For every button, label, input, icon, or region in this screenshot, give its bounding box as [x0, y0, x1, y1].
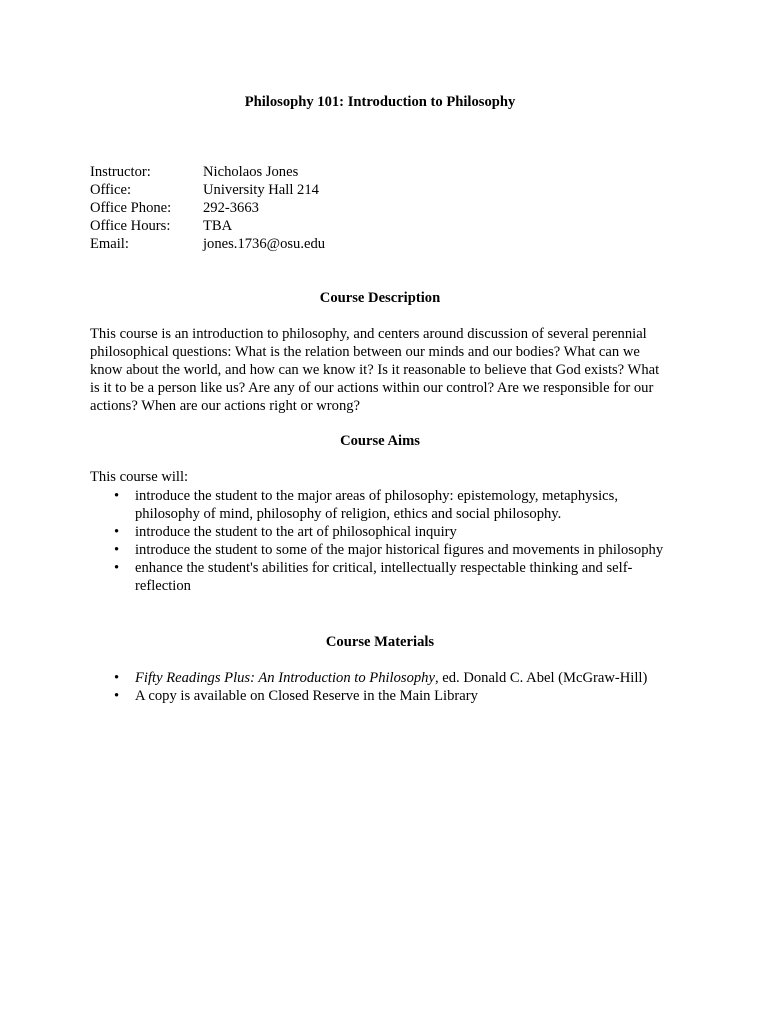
document-title: Philosophy 101: Introduction to Philosophy [244, 94, 516, 110]
contact-value: Nicholaos Jones [203, 164, 299, 180]
contact-row-hours [90, 217, 325, 235]
bullet-icon: • [114, 488, 120, 504]
contact-value: jones.1736@osu.edu [203, 236, 326, 252]
bullet-icon: • [114, 688, 120, 704]
course-description-heading: Course Description [319, 290, 441, 306]
list-item [90, 687, 670, 705]
course-materials-heading: Course Materials [325, 634, 435, 650]
bullet-icon: • [114, 542, 120, 558]
list-item [90, 487, 670, 523]
contact-label: Instructor: [90, 164, 151, 180]
reserve-note: A copy is available on Closed Reserve in the Main Library [135, 688, 478, 704]
contact-value: TBA [203, 218, 233, 234]
list-item-text: introduce the student to the art of philosophical inquiry [135, 524, 457, 540]
bullet-icon: • [114, 670, 120, 686]
list-item [90, 669, 670, 687]
list-item-text: introduce the student to some of the major historical figures and movements in philosophy [135, 542, 664, 558]
course-materials-list [90, 669, 670, 705]
bullet-icon: • [114, 524, 120, 540]
bullet-icon: • [114, 560, 120, 576]
list-item [90, 523, 670, 541]
contact-row-office [90, 181, 325, 199]
contact-row-instructor [90, 163, 325, 181]
textbook-title: Fifty Readings Plus: An Introduction to Philosophy [135, 670, 435, 686]
contact-value: 292-3663 [203, 200, 259, 216]
contact-value: University Hall 214 [203, 182, 319, 198]
contact-row-email [90, 235, 325, 253]
list-item-text: introduce the student to the major areas of philosophy: epistemology, metaphysics, philosophy of mind, philosophy of religion, ethics and social philosophy. [135, 488, 618, 522]
course-aims-heading: Course Aims [340, 433, 420, 449]
contact-label: Office Hours: [90, 218, 171, 234]
contact-row-phone [90, 199, 325, 217]
list-item-text: enhance the student's abilities for critical, intellectually respectable thinking and self-reflection [135, 560, 633, 594]
contact-label: Email: [90, 236, 129, 252]
course-aims-list [90, 487, 670, 595]
list-item [90, 541, 670, 559]
course-aims-intro: This course will: [90, 469, 189, 485]
course-description-text: This course is an introduction to philosophy, and centers around discussion of several perennial philosophical questions: What is the relation between our minds and our bodies? What can we know about the world, and how can we know it? Is it reasonable to believe that God exists? What is it to be a person like us? Are any of our actions within our control? Are we responsible for our actions? When are our actions right or wrong? [90, 326, 660, 414]
contact-label: Office Phone: [90, 200, 172, 216]
list-item [90, 559, 670, 595]
contact-label: Office: [90, 182, 132, 198]
contact-info-table [90, 163, 325, 253]
textbook-details: , ed. Donald C. Abel (McGraw-Hill) [434, 670, 648, 686]
